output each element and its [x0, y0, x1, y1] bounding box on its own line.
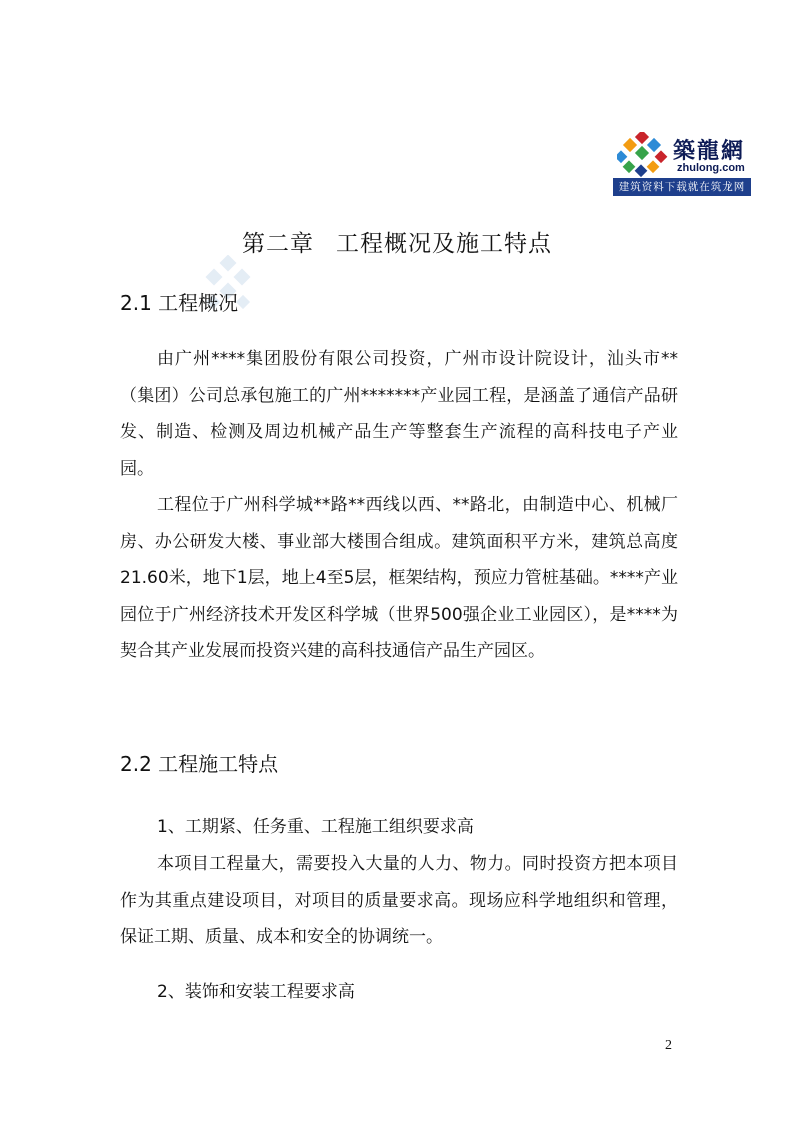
logo-name: 築龍網 — [673, 138, 746, 164]
zhulong-logo — [613, 128, 751, 196]
paragraph-project-location: 工程位于广州科学城**路**西线以西、**路北，由制造中心、机械厂房、办公研发大楼、事业部大楼围合组成。建筑面积平方米，建筑总高度21.60米，地下1层，地上4至5层，框架结构，预应力管桩基础。****产业园位于广州经济技术开发区科学城（世界500强企业工业园区），是****为契合其产业发展而投资兴建的高科技通信产品生产园区。 — [120, 495, 678, 661]
logo-slogan: 建筑资料下载就在筑龙网 — [613, 178, 751, 196]
zhulong-mark-icon — [617, 132, 669, 178]
paragraph-project-intro: 由广州****集团股份有限公司投资，广州市设计院设计，汕头市**（集团）公司总承包施工的广州*******产业园工程，是涵盖了通信产品研发、制造、检测及周边机械产品生产等整套生产流程的高科技电子产业园。 — [120, 349, 678, 479]
chapter-name: 工程概况及施工特点 — [336, 231, 552, 257]
chapter-number: 第二章 — [242, 231, 314, 257]
chapter-title — [0, 225, 794, 258]
section-heading-2-2: 2.2 工程施工特点 — [120, 752, 279, 776]
logo-url: zhulong.com — [677, 162, 745, 174]
page-number: 2 — [665, 1038, 672, 1053]
section-heading-2-1: 2.1 工程概况 — [120, 291, 239, 315]
item-title-2: 2、装饰和安装工程要求高 — [157, 982, 355, 1002]
item-title-1: 1、工期紧、任务重、工程施工组织要求高 — [157, 817, 474, 837]
paragraph-item-1-body: 本项目工程量大，需要投入大量的人力、物力。同时投资方把本项目作为其重点建设项目，对项目的质量要求高。现场应科学地组织和管理，保证工期、质量、成本和安全的协调统一。 — [120, 854, 678, 947]
